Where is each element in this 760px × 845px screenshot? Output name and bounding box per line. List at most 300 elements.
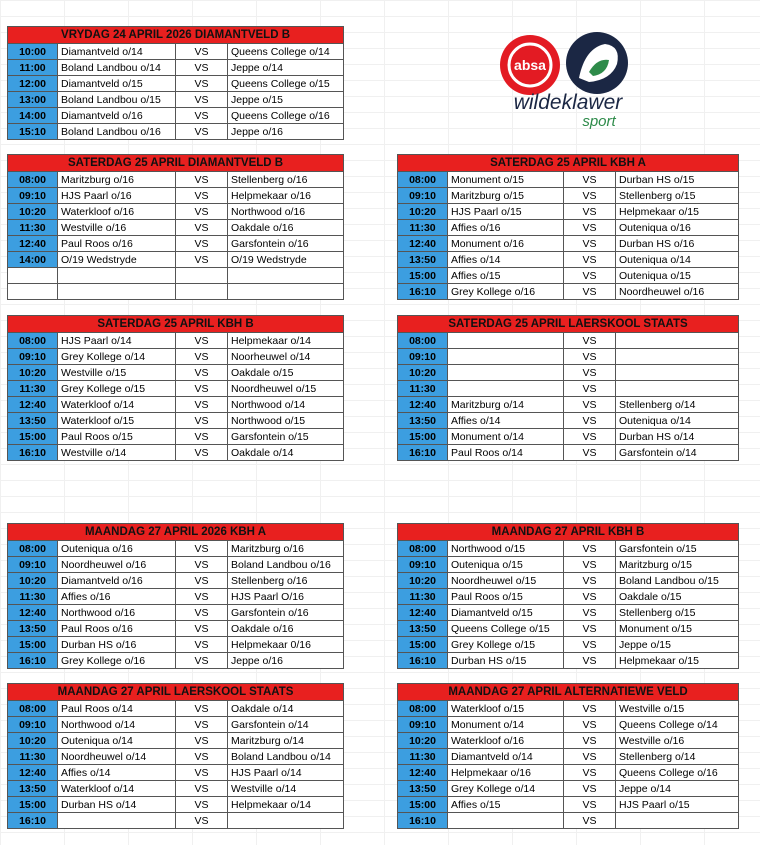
vs-label: VS [176,541,228,557]
away-team [616,381,739,397]
away-team: Helpmekaar o/15 [616,653,739,669]
away-team: Oakdale o/15 [616,589,739,605]
home-team: HJS Paarl o/14 [58,333,176,349]
away-team: Stellenberg o/14 [616,749,739,765]
match-time: 13:50 [398,252,448,268]
away-team: Queens College o/14 [616,717,739,733]
away-team: Westville o/16 [616,733,739,749]
match-time: 15:00 [398,797,448,813]
home-team [58,813,176,829]
table-row [398,333,739,349]
match-time: 13:50 [8,621,58,637]
away-team: Helpmekaar o/14 [228,333,344,349]
table-row [398,701,739,717]
table-row [8,365,344,381]
home-team: Helpmekaar o/16 [448,765,564,781]
match-time: 16:10 [398,284,448,300]
schedule-table-friday-diamantveld-b [7,26,344,140]
vs-label: VS [176,557,228,573]
vs-label: VS [176,413,228,429]
match-time: 09:10 [8,188,58,204]
vs-label: VS [564,733,616,749]
vs-label: VS [176,44,228,60]
match-time: 13:50 [8,781,58,797]
match-time: 10:20 [398,733,448,749]
vs-label: VS [564,797,616,813]
match-time: 08:00 [398,541,448,557]
home-team: Diamantveld o/16 [58,108,176,124]
away-team [616,349,739,365]
vs-label: VS [176,204,228,220]
table-row [8,541,344,557]
away-team: Northwood o/16 [228,204,344,220]
away-team: Durban HS o/14 [616,429,739,445]
match-time: 12:40 [8,397,58,413]
match-time: 15:00 [8,637,58,653]
schedule-table-monday-laerskool-staats [7,683,344,829]
match-time: 11:30 [8,589,58,605]
match-time: 11:30 [8,381,58,397]
schedule-table-monday-alternatiewe-veld [397,683,739,829]
home-team: Affies o/16 [58,589,176,605]
home-team: Maritzburg o/16 [58,172,176,188]
home-team: Westville o/15 [58,365,176,381]
table-row [398,397,739,413]
match-time: 15:00 [398,429,448,445]
schedule-table-saturday-diamantveld-b [7,154,344,300]
match-time: 11:30 [8,220,58,236]
match-time: 12:40 [8,765,58,781]
match-time: 12:40 [398,236,448,252]
match-time: 09:10 [398,557,448,573]
home-team: Affies o/15 [448,797,564,813]
home-team: Durban HS o/16 [58,637,176,653]
schedule-table-monday-kbh-a [7,523,344,669]
away-team: Jeppe o/15 [616,637,739,653]
absa-wildeklawer-logo [493,30,643,130]
away-team: Outeniqua o/14 [616,413,739,429]
match-time: 16:10 [398,653,448,669]
home-team: Affies o/14 [448,413,564,429]
match-time: 08:00 [398,333,448,349]
away-team: Outeniqua o/15 [616,268,739,284]
away-team: Jeppe o/14 [616,781,739,797]
away-team: Oakdale o/15 [228,365,344,381]
away-team: Stellenberg o/16 [228,172,344,188]
match-time: 13:50 [398,621,448,637]
table-row [398,284,739,300]
away-team: Boland Landbou o/14 [228,749,344,765]
schedule-table-saturday-kbh-a [397,154,739,300]
table-row [8,717,344,733]
table-row [398,813,739,829]
table-row [398,413,739,429]
away-team: Oakdale o/16 [228,621,344,637]
vs-label: VS [564,813,616,829]
home-team: Grey Kollege o/16 [448,284,564,300]
vs-label: VS [564,268,616,284]
home-team: Paul Roos o/15 [448,589,564,605]
brand-subtitle: sport [582,113,616,130]
vs-label: VS [176,701,228,717]
vs-label: VS [176,637,228,653]
away-team: HJS Paarl o/14 [228,765,344,781]
table-row [8,605,344,621]
home-team: Affies o/16 [448,220,564,236]
table-row [398,220,739,236]
home-team: Grey Kollege o/14 [448,781,564,797]
vs-label: VS [176,397,228,413]
vs-label: VS [564,252,616,268]
home-team: Waterkloof o/15 [448,701,564,717]
away-team [616,365,739,381]
match-time: 16:10 [8,813,58,829]
match-time: 13:50 [398,413,448,429]
match-time: 08:00 [398,172,448,188]
vs-label: VS [564,413,616,429]
match-time: 15:00 [8,429,58,445]
away-team: Jeppe o/16 [228,653,344,669]
home-team: Northwood o/15 [448,541,564,557]
match-time: 09:10 [8,349,58,365]
home-team: Queens College o/15 [448,621,564,637]
table-row [8,92,344,108]
table-row [398,797,739,813]
table-row [398,541,739,557]
table-row [398,268,739,284]
match-time: 14:00 [8,108,58,124]
vs-label: VS [176,797,228,813]
table-row [8,44,344,60]
away-team: Helpmekaar o/14 [228,797,344,813]
home-team [448,349,564,365]
home-team: Monument o/16 [448,236,564,252]
table-row [398,204,739,220]
table-row [8,204,344,220]
vs-label: VS [176,589,228,605]
away-team: Helpmekaar o/15 [616,204,739,220]
away-team: Helpmekaar 0/16 [228,637,344,653]
away-team: Stellenberg o/14 [616,397,739,413]
vs-label: VS [564,349,616,365]
vs-label: VS [176,749,228,765]
home-team: Paul Roos o/15 [58,429,176,445]
home-team: Boland Landbou o/14 [58,60,176,76]
home-team: Affies o/14 [58,765,176,781]
table-row [8,637,344,653]
table-row [8,413,344,429]
vs-label: VS [564,605,616,621]
match-time: 15:10 [8,124,58,140]
table-row [8,108,344,124]
vs-label: VS [176,813,228,829]
vs-label: VS [176,573,228,589]
home-team: Outeniqua o/15 [448,557,564,573]
table-row [8,60,344,76]
away-team: Helpmekaar o/16 [228,188,344,204]
vs-label: VS [176,781,228,797]
vs-label: VS [564,653,616,669]
table-row [8,765,344,781]
table-row [8,733,344,749]
home-team: Grey Kollege o/15 [58,381,176,397]
away-team: Queens College o/16 [228,108,344,124]
table-title: MAANDAG 27 APRIL KBH B [398,524,739,541]
away-team: Boland Landbou o/16 [228,557,344,573]
table-row [8,813,344,829]
vs-label: VS [176,236,228,252]
table-row [398,605,739,621]
table-row [8,781,344,797]
away-team: Westville o/14 [228,781,344,797]
away-team: Stellenberg o/16 [228,573,344,589]
match-time: 11:30 [8,749,58,765]
vs-label: VS [176,765,228,781]
match-time: 12:40 [8,605,58,621]
match-time: 11:30 [398,381,448,397]
match-time: 12:40 [398,605,448,621]
table-row [398,252,739,268]
table-row [8,557,344,573]
match-time: 15:00 [8,797,58,813]
away-team: Garsfontein o/16 [228,236,344,252]
table-row [8,589,344,605]
match-time: 10:20 [8,204,58,220]
table-row [8,701,344,717]
match-time: 16:10 [8,445,58,461]
match-time: 11:00 [8,60,58,76]
away-team: O/19 Wedstryde [228,252,344,268]
match-time: 08:00 [398,701,448,717]
home-team: Boland Landbou o/15 [58,92,176,108]
away-team: Westville o/15 [616,701,739,717]
vs-label: VS [176,349,228,365]
home-team: Noordheuwel o/16 [58,557,176,573]
vs-label: VS [176,429,228,445]
home-team [448,365,564,381]
home-team: Diamantveld o/15 [58,76,176,92]
match-time: 08:00 [8,172,58,188]
vs-label: VS [564,621,616,637]
home-team: Outeniqua o/16 [58,541,176,557]
away-team: Maritzburg o/16 [228,541,344,557]
vs-label: VS [176,76,228,92]
match-time: 09:10 [398,717,448,733]
match-time: 09:10 [398,349,448,365]
table-row [8,124,344,140]
table-row [398,589,739,605]
table-row [8,349,344,365]
table-title: MAANDAG 27 APRIL LAERSKOOL STAATS [8,684,344,701]
table-row [398,381,739,397]
table-row [398,365,739,381]
vs-label: VS [176,381,228,397]
table-row [398,749,739,765]
match-time: 12:40 [8,236,58,252]
table-row [398,733,739,749]
home-team: Durban HS o/14 [58,797,176,813]
away-team: Oakdale o/14 [228,701,344,717]
table-row [8,381,344,397]
table-row [398,621,739,637]
vs-label: VS [564,589,616,605]
table-row [8,172,344,188]
away-team: Garsfontein o/16 [228,605,344,621]
table-title: VRYDAG 24 APRIL 2026 DIAMANTVELD B [8,27,344,44]
vs-label: VS [176,653,228,669]
vs-label: VS [176,124,228,140]
vs-label: VS [176,717,228,733]
vs-label: VS [564,429,616,445]
home-team: Outeniqua o/14 [58,733,176,749]
table-row [398,637,739,653]
table-row [398,445,739,461]
match-time: 12:00 [8,76,58,92]
table-row [8,236,344,252]
table-row [398,765,739,781]
home-team: Diamantveld o/15 [448,605,564,621]
schedule-table-monday-kbh-b [397,523,739,669]
table-row [398,236,739,252]
vs-label: VS [564,284,616,300]
away-team: Noordheuwel o/15 [228,381,344,397]
away-team: Garsfontein o/14 [616,445,739,461]
vs-label: VS [564,701,616,717]
vs-label: VS [564,445,616,461]
table-row [8,188,344,204]
table-row [398,349,739,365]
table-row [398,172,739,188]
away-team: Queens College o/14 [228,44,344,60]
match-time: 08:00 [8,541,58,557]
match-time: 16:10 [398,445,448,461]
match-time: 14:00 [8,252,58,268]
table-row [8,445,344,461]
vs-label: VS [176,172,228,188]
vs-label: VS [176,252,228,268]
home-team: HJS Paarl o/16 [58,188,176,204]
home-team: Paul Roos o/14 [448,445,564,461]
table-row [8,653,344,669]
schedule-table-saturday-kbh-b [7,315,344,461]
vs-label: VS [564,220,616,236]
table-row [8,573,344,589]
vs-label: VS [564,557,616,573]
vs-label: VS [176,108,228,124]
match-time: 08:00 [8,333,58,349]
away-team: HJS Paarl O/16 [228,589,344,605]
vs-label: VS [564,188,616,204]
away-team: Garsfontein o/15 [616,541,739,557]
match-time: 15:00 [398,268,448,284]
table-title: SATERDAG 25 APRIL KBH A [398,155,739,172]
away-team: Garsfontein o/14 [228,717,344,733]
away-team: Boland Landbou o/15 [616,573,739,589]
vs-label: VS [564,204,616,220]
home-team: Paul Roos o/16 [58,621,176,637]
table-title: SATERDAG 25 APRIL DIAMANTVELD B [8,155,344,172]
match-time: 12:40 [398,397,448,413]
table-title: MAANDAG 27 APRIL 2026 KBH A [8,524,344,541]
away-team: Maritzburg o/14 [228,733,344,749]
match-time: 10:20 [8,573,58,589]
home-team: Diamantveld o/16 [58,573,176,589]
vs-label: VS [176,92,228,108]
home-team: Grey Kollege o/16 [58,653,176,669]
away-team: Oakdale o/16 [228,220,344,236]
match-time: 10:20 [398,204,448,220]
away-team: Jeppe o/16 [228,124,344,140]
home-team: Boland Landbou o/16 [58,124,176,140]
table-row [8,397,344,413]
away-team: Jeppe o/14 [228,60,344,76]
away-team: Northwood o/14 [228,397,344,413]
match-time: 13:50 [8,413,58,429]
home-team: Northwood o/16 [58,605,176,621]
vs-label: VS [176,60,228,76]
home-team: Affies o/15 [448,268,564,284]
away-team: Oakdale o/14 [228,445,344,461]
home-team: HJS Paarl o/15 [448,204,564,220]
vs-label: VS [564,172,616,188]
match-time: 10:20 [398,573,448,589]
match-time: 10:20 [398,365,448,381]
home-team: Diamantveld o/14 [448,749,564,765]
vs-label: VS [564,637,616,653]
away-team: Noorheuwel o/14 [228,349,344,365]
away-team: Garsfontein o/15 [228,429,344,445]
vs-label: VS [564,781,616,797]
vs-label: VS [564,717,616,733]
table-row [398,429,739,445]
vs-label: VS [176,733,228,749]
sponsor-logo [493,30,643,130]
home-team [448,381,564,397]
table-row [398,573,739,589]
absa-logo-text: absa [514,57,546,73]
home-team: Westville o/14 [58,445,176,461]
match-time: 16:10 [398,813,448,829]
table-row [398,717,739,733]
table-row [398,653,739,669]
vs-label: VS [564,236,616,252]
vs-label: VS [564,397,616,413]
home-team: Noordheuwel o/14 [58,749,176,765]
table-row [8,621,344,637]
table-row [8,252,344,268]
vs-label: VS [564,365,616,381]
away-team: Jeppe o/15 [228,92,344,108]
vs-label: VS [564,333,616,349]
away-team: Stellenberg o/15 [616,605,739,621]
home-team: Waterkloof o/16 [58,204,176,220]
match-time: 15:00 [398,637,448,653]
home-team [448,333,564,349]
table-row [8,333,344,349]
table-title: SATERDAG 25 APRIL LAERSKOOL STAATS [398,316,739,333]
match-time: 10:00 [8,44,58,60]
home-team: Paul Roos o/14 [58,701,176,717]
away-team: Durban HS o/15 [616,172,739,188]
home-team: Waterkloof o/15 [58,413,176,429]
vs-label: VS [176,188,228,204]
match-time: 09:10 [8,557,58,573]
empty-row [8,284,344,300]
table-row [398,557,739,573]
home-team: Maritzburg o/14 [448,397,564,413]
match-time: 11:30 [398,749,448,765]
home-team: Maritzburg o/15 [448,188,564,204]
